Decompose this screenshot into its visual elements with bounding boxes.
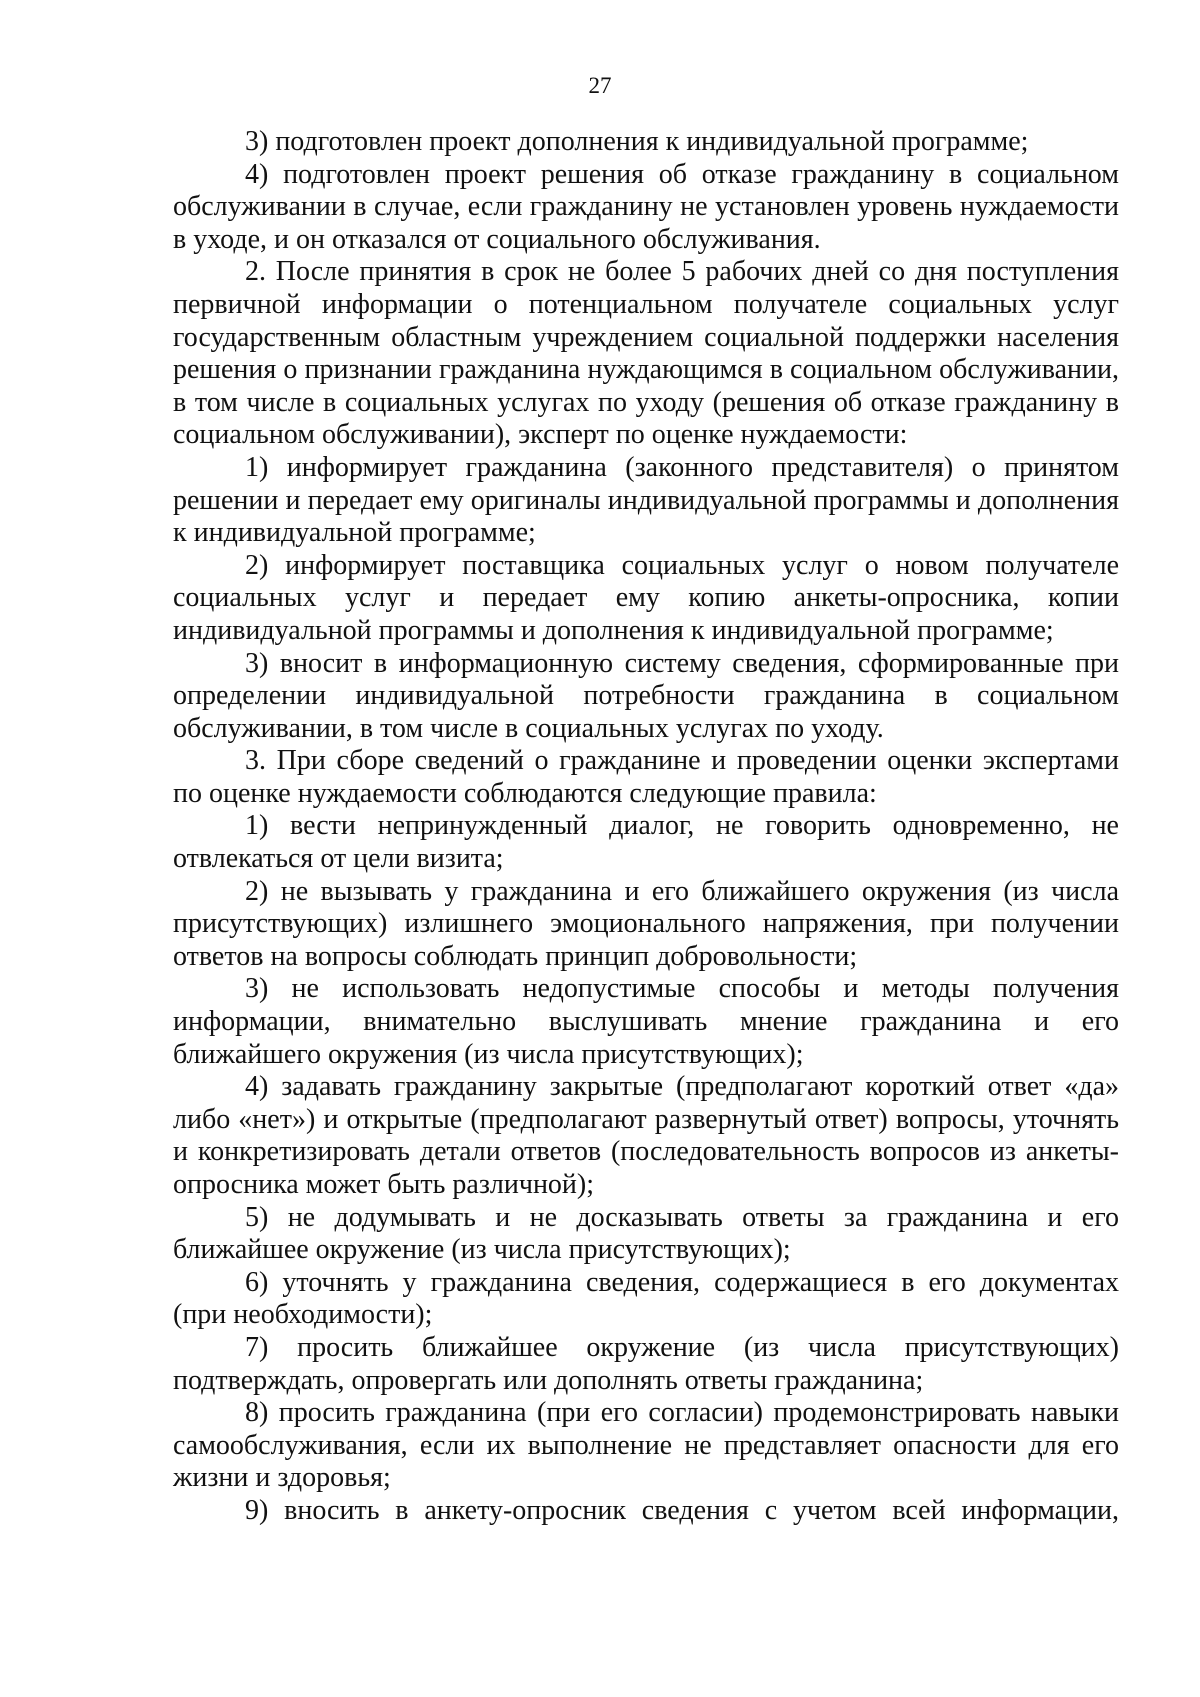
paragraph-rule-8: 8) просить гражданина (при его согласии) продемонстрировать навыки самообслуживания, если их выполнение не представляет опасности для его жизни и здоровья; [173, 1397, 1119, 1494]
paragraph-item-1-inform-citizen: 1) информирует гражданина (законного представителя) о принятом решении и передает ему оригиналы индивидуальной программы и дополнения к индивидуальной программе; [173, 451, 1119, 549]
paragraph-section-3: 3. При сборе сведений о гражданине и проведении оценки экспертами по оценке нуждаемости соблюдаются следующие правила: [173, 745, 1119, 809]
paragraph-item-3-draft-supplement: 3) подготовлен проект дополнения к индивидуальной программе; [245, 126, 1029, 157]
page-number: 27 [588, 73, 612, 98]
document-body [173, 126, 1119, 1528]
paragraph-rule-3: 3) не использовать недопустимые способы и методы получения информации, внимательно выслушивать мнение гражданина и его ближайшего окружения (из числа присутствующих); [173, 973, 1119, 1070]
paragraph-rule-1: 1) вести непринужденный диалог, не говорить одновременно, не отвлекаться от цели визита; [173, 810, 1119, 875]
paragraph-section-2: 2. После принятия в срок не более 5 рабочих дней со дня поступления первичной информации о потенциальном получателе социальных услуг государственным областным учреждением социальной поддержки населения решения о признании гражданина нуждающимся в социальном обслуживании, в том числе в социальных услугах по уходу (решения об отказе гражданину в социальном обслуживании), эксперт по оценке нуждаемости: [173, 256, 1119, 451]
paragraph-rule-6: 6) уточнять у гражданина сведения, содержащиеся в его документах (при необходимости); [173, 1266, 1119, 1331]
paragraph-rule-4: 4) задавать гражданину закрытые (предполагают короткий ответ «да» либо «нет») и открытые (предполагают развернутый ответ) вопросы, уточнять и конкретизировать детали ответов (последовательность вопросов из анкеты-опросника может быть различной); [173, 1071, 1119, 1200]
paragraph-item-2-inform-provider: 2) информирует поставщика социальных услуг о новом получателе социальных услуг и передает ему копию анкеты-опросника, копии индивидуальной программы и дополнения к индивидуальной программе; [173, 549, 1119, 646]
paragraph-rule-5: 5) не додумывать и не досказывать ответы за гражданина и его ближайшее окружение (из числа присутствующих); [173, 1201, 1119, 1266]
paragraph-rule-9: 9) вносить в анкету-опросник сведения с учетом всей информации, [245, 1494, 1119, 1526]
paragraph-rule-2: 2) не вызывать у гражданина и его ближайшего окружения (из числа присутствующих) излишнего эмоционального напряжения, при получении ответов на вопросы соблюдать принцип добровольности; [173, 875, 1119, 972]
paragraph-rule-7: 7) просить ближайшее окружение (из числа присутствующих) подтверждать, опровергать или дополнять ответы гражданина; [173, 1331, 1119, 1396]
paragraph-item-3-enter-info-system: 3) вносит в информационную систему сведения, сформированные при определении индивидуальной потребности гражданина в социальном обслуживании, в том числе в социальных услугах по уходу. [173, 647, 1119, 744]
paragraph-item-4-draft-refusal: 4) подготовлен проект решения об отказе гражданину в социальном обслуживании в случае, если гражданину не установлен уровень нуждаемости в уходе, и он отказался от социального обслуживания. [173, 158, 1119, 255]
